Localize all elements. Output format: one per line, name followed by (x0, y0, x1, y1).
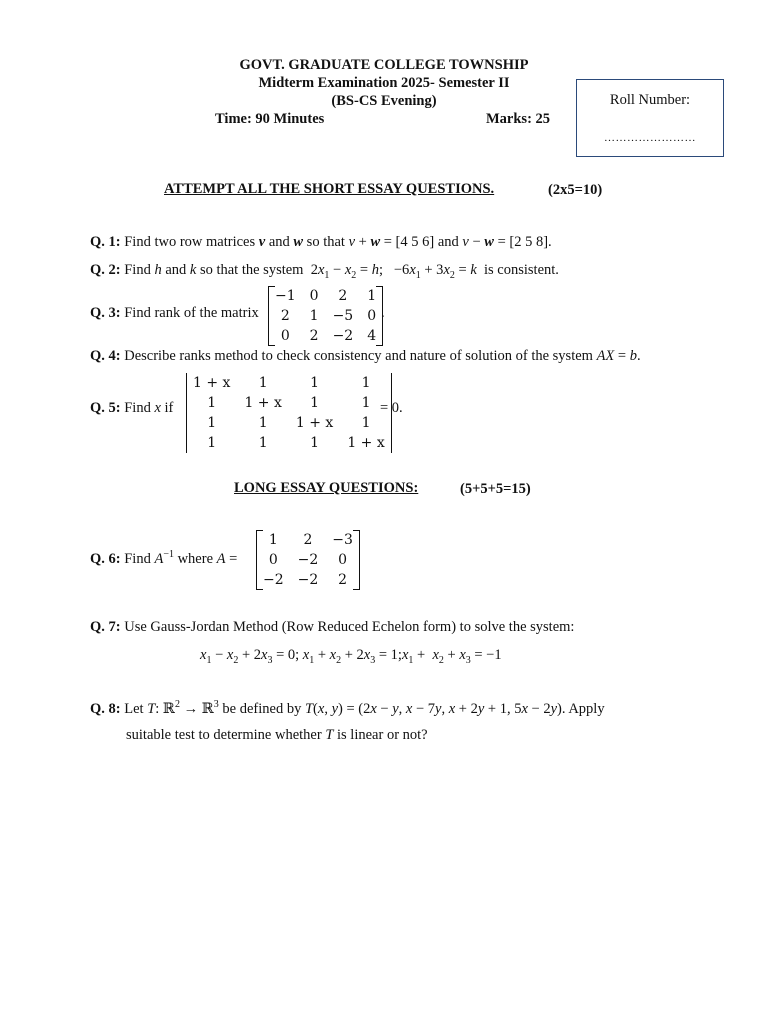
q5-det-cell: 1 (361, 415, 371, 431)
q3-matrix-row (268, 286, 383, 306)
short-section-heading (164, 181, 494, 198)
q4-text: Describe ranks method to check consistency and nature of solution of the system (124, 348, 593, 364)
q6-matrix-cell: 1 (268, 532, 278, 548)
q3-matrix-cell: 2 (338, 288, 348, 304)
q5-det-cell: 1 (207, 395, 217, 411)
question-1: Q. 1: Find two row matrices v and w so that v + w = [4 5 6] and v − w = [2 5 8]. (90, 234, 552, 250)
q2-text-2: so that the system (199, 262, 304, 278)
q5-det-row (186, 413, 392, 433)
q6-text-2: where (177, 550, 213, 567)
q5-label: Q. 5: (90, 400, 121, 416)
q4-label: Q. 4: (90, 348, 121, 364)
question-3 (90, 305, 259, 322)
q3-matrix-cell: 1 (309, 308, 319, 324)
q6-matrix-row (256, 570, 360, 590)
question-7 (90, 619, 574, 636)
q5-det-cell: 1 (258, 375, 268, 391)
short-section-marks: (2x5=10) (548, 182, 603, 198)
program-name: (BS-CS Evening) (331, 93, 437, 109)
q5-text-2: if (164, 400, 174, 416)
q3-matrix-row (268, 306, 383, 326)
q5-det-cell: 1 (207, 415, 217, 431)
roll-number-box[interactable] (576, 79, 724, 157)
q6-label: Q. 6: (90, 550, 121, 567)
q1-text: Find two row matrices (124, 234, 256, 250)
long-section-title: LONG ESSAY QUESTIONS: (234, 480, 419, 496)
q3-matrix-row (268, 326, 383, 346)
q5-determinant (186, 373, 392, 453)
q3-matrix-cell: 0 (367, 308, 377, 324)
q1-vector-2: [2 5 8]. (509, 234, 552, 250)
q8-text: Let (124, 700, 144, 717)
long-section-heading (234, 480, 418, 497)
q8-text-4: suitable test to determine whether (126, 727, 322, 743)
college-name: GOVT. GRADUATE COLLEGE TOWNSHIP (239, 57, 529, 73)
q6-matrix-cell: 2 (338, 572, 348, 588)
q3-matrix-cell: 4 (367, 328, 377, 344)
question-2: Q. 2: Find h and k so that the system $2x_1 - x_2 = h$; $-6x_1 + 3x_2 = k$ is consistent. (90, 262, 559, 281)
roll-number-blank: …………………… (604, 132, 696, 144)
q3-label: Q. 3: (90, 305, 121, 321)
q8-text-2: be defined by (222, 700, 302, 717)
q1-and-2: and (437, 234, 459, 250)
q5-det-cell: 1 (310, 375, 320, 391)
q5-det-cell: 1 (310, 395, 320, 411)
q8-text-5: is linear or not? (337, 727, 428, 743)
q2-text: Find (124, 262, 151, 278)
q5-det-row (186, 373, 392, 393)
long-section-marks: (5+5+5=15) (460, 481, 531, 497)
short-section-title: ATTEMPT ALL THE SHORT ESSAY QUESTIONS. (164, 181, 495, 197)
q3-matrix-cell: −1 (275, 288, 296, 304)
q3-matrix-cell: 0 (309, 288, 319, 304)
q3-matrix-cell: 2 (309, 328, 319, 344)
q2-text-3: is consistent. (484, 262, 559, 278)
question-8-cont: suitable test to determine whether T is linear or not? (126, 727, 428, 743)
exam-marks: Marks: 25 (486, 111, 551, 127)
q5-det-cell: 1 (310, 435, 320, 451)
q5-det-cell: 1 (361, 375, 371, 391)
q3-period: . (381, 305, 385, 321)
q6-text: Find (124, 550, 151, 567)
q1-text-2: so that (306, 234, 345, 250)
q6-matrix-row (256, 550, 360, 570)
q3-matrix-cell: −5 (332, 308, 354, 324)
exam-title: Midterm Examination 2025- Semester II (258, 75, 510, 91)
q8-label: Q. 8: (90, 700, 121, 717)
q5-det-cell: 1 + x (244, 395, 282, 411)
q5-det-cell: 1 (361, 395, 371, 411)
q5-equals: = 0. (380, 400, 403, 416)
q6-matrix-cell: 0 (268, 552, 278, 568)
q6-matrix-cell: −2 (297, 572, 319, 588)
q6-matrix-row (256, 530, 360, 550)
question-4: Q. 4: Describe ranks method to check consistency and nature of solution of the system AX = b. (90, 348, 641, 364)
q1-vector-1: [4 5 6] (395, 234, 435, 250)
q5-det-cell: 1 + x (295, 415, 334, 431)
q7-text: Use Gauss-Jordan Method (Row Reduced Echelon form) to solve the system: (124, 619, 575, 635)
question-5: Q. 5: Find x if (90, 400, 174, 416)
q6-matrix-cell: 0 (338, 552, 348, 568)
q5-text: Find (124, 400, 151, 416)
q3-text: Find rank of the matrix (124, 305, 259, 321)
exam-time: Time: 90 Minutes (215, 111, 325, 127)
q5-det-row (186, 393, 392, 413)
q5-det-cell: 1 + x (193, 375, 231, 391)
roll-number-label: Roll Number: (609, 92, 691, 108)
q3-matrix-cell: 1 (367, 288, 377, 304)
q1-label: Q. 1: (90, 234, 121, 250)
q5-det-cell: 1 + x (347, 435, 385, 451)
q3-matrix-cell: 0 (280, 328, 290, 344)
q5-det-cell: 1 (258, 415, 268, 431)
q6-matrix-cell: −2 (263, 572, 284, 588)
q6-matrix (256, 530, 360, 590)
q3-matrix-cell: −2 (332, 328, 354, 344)
q5-det-cell: 1 (207, 435, 217, 451)
q7-label: Q. 7: (90, 619, 121, 635)
q3-matrix (268, 286, 383, 346)
q6-matrix-cell: 2 (303, 532, 313, 548)
q2-and: and (165, 262, 187, 278)
question-8: Q. 8: Let T: ℝ$^2$ → ℝ$^3$ be defined by T(x, y) = (2x − y, x − 7y, x + 2y + 1, 5x − 2y). Apply (90, 699, 605, 717)
q6-matrix-cell: −2 (297, 552, 319, 568)
q6-matrix-cell: −3 (332, 532, 353, 548)
question-6: Q. 6: Find $A^{-1}$ where A = (90, 549, 238, 567)
q5-det-cell: 1 (258, 435, 268, 451)
q7-system: $x_1 - x_2 + 2x_3 = 0$; $x_1 + x_2 + 2x_3$ = $1;x_1 + x_2 + x_3 = -1$ (200, 647, 502, 666)
q5-det-row (186, 433, 392, 453)
q1-and: and (268, 234, 290, 250)
q8-text-3: . Apply (561, 700, 605, 717)
q3-matrix-cell: 2 (280, 308, 290, 324)
q2-label: Q. 2: (90, 262, 121, 278)
